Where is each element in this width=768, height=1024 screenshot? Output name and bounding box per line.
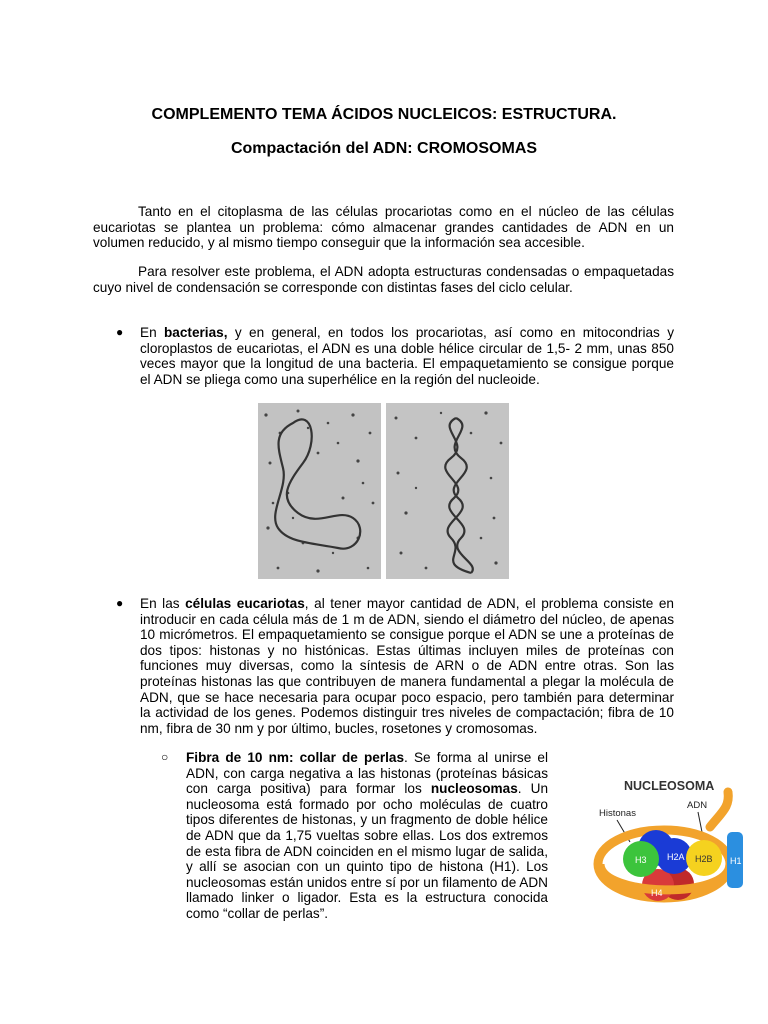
sub-bullet-fibra-10nm xyxy=(186,750,548,922)
nucleosome-diagram xyxy=(590,772,750,912)
bullet-bold-term: células eucariotas xyxy=(185,596,305,611)
bullet-bacterias xyxy=(140,325,674,387)
adn-pointer xyxy=(698,812,702,832)
label-histonas: Histonas xyxy=(599,808,636,819)
bullet-eucariotas xyxy=(140,596,674,736)
bullet-marker: ● xyxy=(116,596,124,610)
bullet-marker: ● xyxy=(116,325,124,339)
bacterial-dna-loop-image xyxy=(258,403,381,579)
sub-bullet-marker: ○ xyxy=(161,750,169,764)
dna-micrograph-right xyxy=(386,403,509,579)
sub-bullet-heading: Fibra de 10 nm: collar de perlas xyxy=(186,750,405,765)
page-subtitle: Compactación del ADN: CROMOSOMAS xyxy=(230,140,538,157)
bullet-prefix: En las xyxy=(140,596,186,611)
page-title: COMPLEMENTO TEMA ÁCIDOS NUCLEICOS: ESTRUCTURA. xyxy=(151,106,617,123)
bullet-bold-term: bacterias, xyxy=(164,325,228,340)
label-adn: ADN xyxy=(687,800,708,811)
bullet-body: , al tener mayor cantidad de ADN, el problema consiste en introducir en cada célula más de 1 m de ADN, siendo el diámetro del núcleo, de apenas 10 micrómetros. El empaquetamiento se consigue porque el ADN se une a proteínas de dos tipos: histonas y no histónicas. Estas últimas incluyen miles de proteínas con funciones muy diversas, como la síntesis de ARN o de ADN entre otras. Son las proteínas histonas las que contribuyen de manera fundamental a plegar la molécula de ADN, que se hace necesaria para ocupar poco espacio, pero también para determinar la actividad de los genes. Podemos distinguir tres niveles de compactación; fibra de 10 nm, fibra de 30 nm y por último, bucles, rosetones y cromosomas. xyxy=(140,596,674,736)
h3-label: H3 xyxy=(635,855,647,865)
supercoiled-dna-image xyxy=(386,403,509,579)
h1-label: H1 xyxy=(730,856,742,866)
dna-micrograph-left xyxy=(258,403,381,579)
sub-bullet-text-1: . Se forma al unirse el ADN, con carga negativa a las histonas (proteínas básicas con carga positiva) para formar los xyxy=(186,750,548,797)
bullet-prefix: En xyxy=(140,325,164,340)
dna-exit xyxy=(710,792,728,827)
paragraph-intro: Tanto en el citoplasma de las células procariotas como en el núcleo de las células eucariotas se plantea un problema: cómo almacenar grandes cantidades de ADN en un volumen reducido, y al mismo tiempo conseguir que la información sea accesible. xyxy=(93,204,674,251)
nucleosome-title: NUCLEOSOMA xyxy=(624,779,715,793)
paragraph-solution: Para resolver este problema, el ADN adopta estructuras condensadas o empaquetadas cuyo nivel de condensación se corresponde con distintas fases del ciclo celular. xyxy=(93,264,674,295)
bullet-body: y en general, en todos los procariotas, así como en mitocondrias y cloroplastos de eucariotas, el ADN es una doble hélice circular de 1,5- 2 mm, unas 850 veces mayor que la longitud de una bacteria. El empaquetamiento se consigue porque el ADN se pliega como una superhélice en la región del nucleoide. xyxy=(140,325,674,387)
sub-bullet-term: nucleosomas xyxy=(430,781,518,797)
h2b-label: H2B xyxy=(695,854,713,864)
h2a-label: H2A xyxy=(667,852,685,862)
sub-bullet-text-2: . Un nucleosoma está formado por ocho moléculas de cuatro tipos diferentes de histonas, y un fragmento de doble hélice de ADN que da 1,75 vueltas sobre ellas. Los dos extremos de esta fibra de ADN coinciden en el mismo lugar de salida, y allí se asocian con un quinto tipo de histona (H1). Los nucleosomas están unidos entre sí por un filamento de ADN llamado linker o ligador. Esta es la estructura conocida como “collar de perlas”. xyxy=(186,781,548,921)
nucleosome-figure xyxy=(590,772,750,912)
h4-label: H4 xyxy=(651,888,663,898)
